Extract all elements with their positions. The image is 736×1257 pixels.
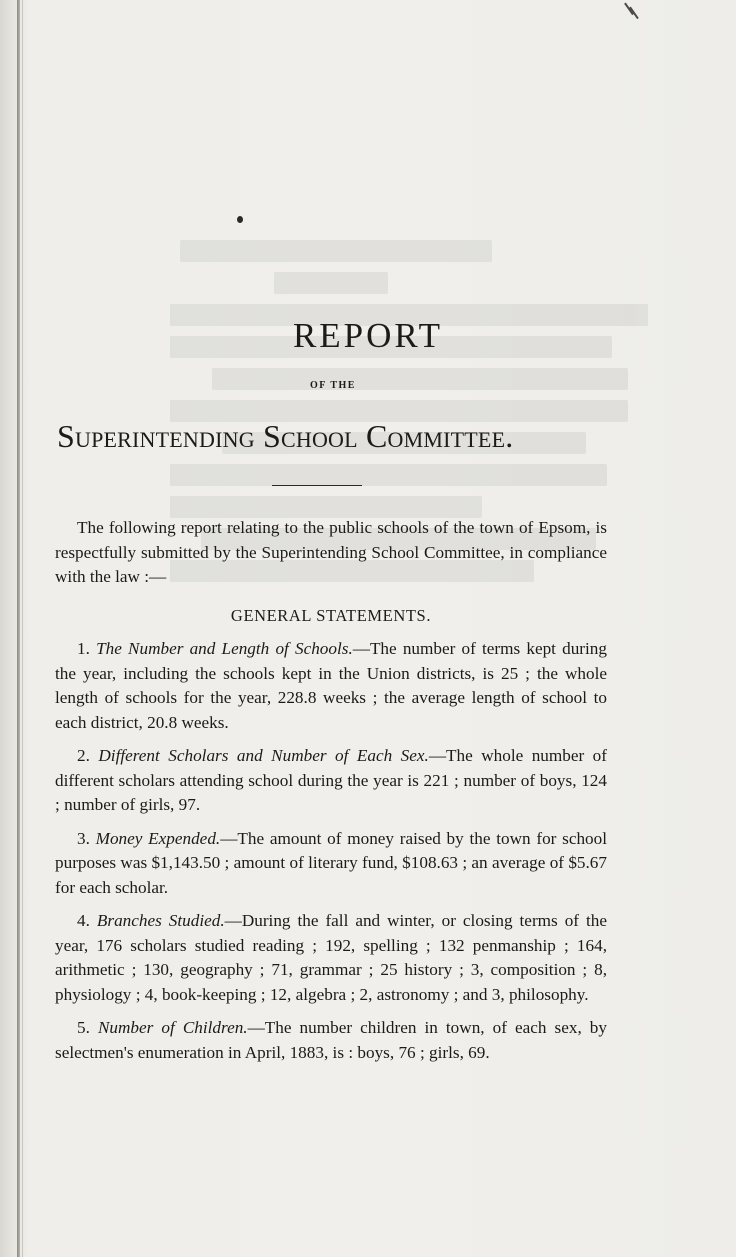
item-body: —The amount of money raised by the town for school purposes was $1,143.50 ; amount of literary fund, $108.63 ; an average of $5.67 for each scholar.	[55, 828, 608, 897]
statement-item	[55, 909, 607, 1007]
statement-item	[55, 1016, 607, 1065]
divider-rule	[272, 485, 362, 486]
item-lead: Branches Studied.	[96, 911, 225, 930]
item-lead: Money Expended.	[95, 828, 221, 848]
ink-mark-icon	[624, 2, 640, 24]
item-body: —The whole number of different scholars attending school during the year is 221 ; number of boys, 124 ; number of girls, 97.	[55, 746, 607, 814]
page-subtitle: Superintending School Committee.	[57, 418, 514, 454]
item-number: 5.	[77, 1018, 90, 1037]
item-body: —The number of terms kept during the year, including the schools kept in the Union districts, is 25 ; the whole length of schools for the year, 228.8 weeks ; the average length of school to each district, 20.8 weeks.	[55, 639, 607, 732]
report-body	[55, 516, 607, 1074]
page-gutter-line	[22, 0, 23, 1257]
section-heading: GENERAL STATEMENTS.	[230, 605, 432, 625]
page-spine-shadow	[17, 0, 20, 1257]
statement-item	[55, 744, 607, 818]
item-number: 1.	[77, 639, 90, 658]
item-body: —During the fall and winter, or closing terms of the year, 176 scholars studied reading ; 192, spelling ; 132 penmanship ; 164, arithmetic ; 130, geography ; 71, grammar ; 25 history ; 3, composition ; 8, physiology ; 4, book-keeping ; 12, algebra ; 2, astronomy ; and 3, philosophy.	[55, 911, 607, 1004]
item-lead: Different Scholars and Number of Each Sex.	[98, 746, 429, 765]
item-number: 2.	[77, 746, 90, 765]
item-lead: The Number and Length of Schools.	[96, 639, 353, 658]
of-the-caption: OF THE	[310, 380, 356, 391]
page-title: REPORT	[292, 316, 444, 355]
item-number: 3.	[77, 828, 90, 848]
item-lead: Number of Children.	[97, 1018, 248, 1037]
item-body: —The number children in town, of each sex, by selectmen's enumeration in April, 1883, is : boys, 76 ; girls, 69.	[55, 1018, 607, 1062]
item-number: 4.	[77, 911, 90, 930]
statement-item	[55, 637, 607, 735]
intro-paragraph: The following report relating to the public schools of the town of Epsom, is respectfully submitted by the Superintending School Committee, in compliance with the law :—	[55, 518, 607, 586]
statement-item	[55, 827, 607, 901]
ink-dot-icon	[237, 216, 243, 223]
